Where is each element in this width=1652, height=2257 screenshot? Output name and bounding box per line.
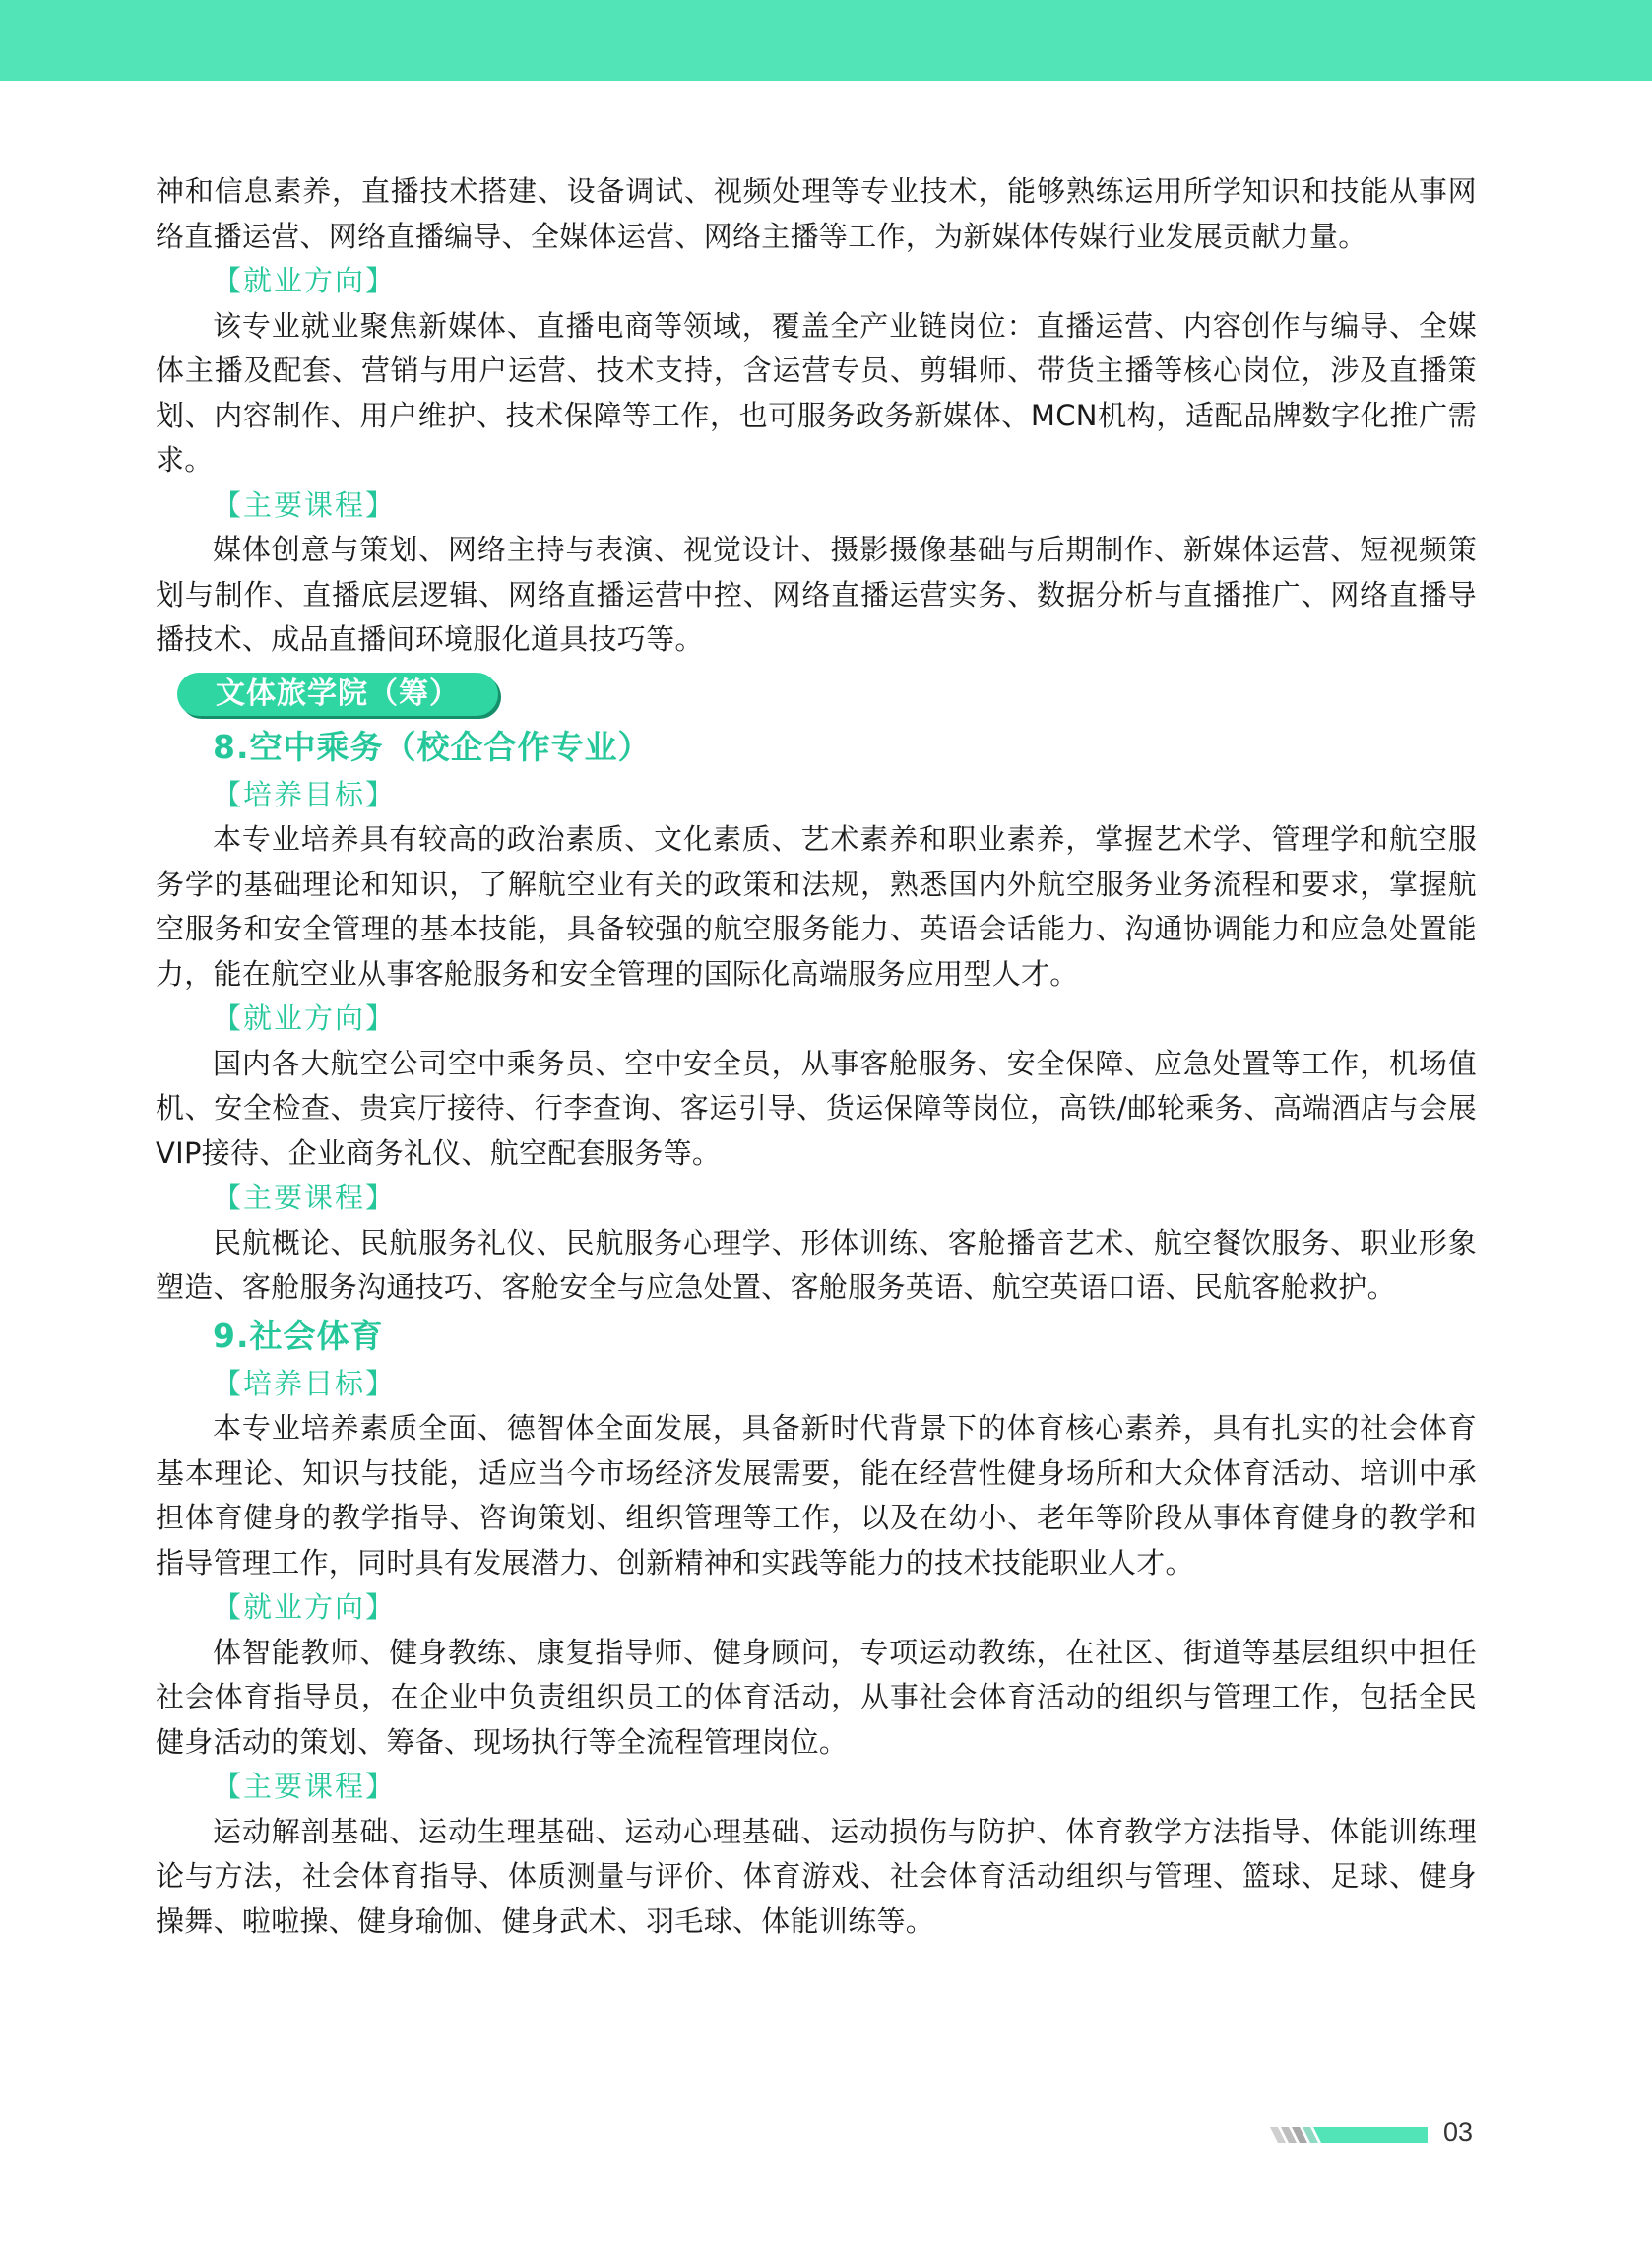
employment-label: 【就业方向】 — [213, 1001, 397, 1035]
footer-stripe-decoration — [1270, 2125, 1428, 2145]
major-9-title: 9.社会体育 — [213, 1316, 384, 1355]
employment-paragraph: 该专业就业聚焦新媒体、直播电商等领域，覆盖全产业链岗位：直播运营、内容创作与编导、全媒体主播及配套、营销与用户运营、技术支持，含运营专员、剪辑师、带货主播等核心岗位，涉及直播策划、内容制作、用户维护、技术保障等工作，也可服务政务新媒体、MCN机构，适配品牌数字化推广需求。 — [156, 308, 1477, 477]
goal-label: 【培养目标】 — [213, 777, 397, 811]
employment-label: 【就业方向】 — [213, 264, 397, 297]
courses-paragraph: 民航概论、民航服务礼仪、民航服务心理学、形体训练、客舱播音艺术、航空餐饮服务、职业形象塑造、客舱服务沟通技巧、客舱安全与应急处置、客舱服务英语、航空英语口语、民航客舱救护。 — [156, 1225, 1477, 1304]
employment-paragraph: 体智能教师、健身教练、康复指导师、健身顾问，专项运动教练，在社区、街道等基层组织中担任社会体育指导员，在企业中负责组织员工的体育活动，从事社会体育活动的组织与管理工作，包括全民健身活动的策划、筹备、现场执行等全流程管理岗位。 — [156, 1635, 1477, 1759]
courses-label: 【主要课程】 — [213, 1770, 397, 1803]
page-number: 03 — [1443, 2117, 1474, 2147]
courses-paragraph: 媒体创意与策划、网络主持与表演、视觉设计、摄影摄像基础与后期制作、新媒体运营、短视频策划与制作、直播底层逻辑、网络直播运营中控、网络直播运营实务、数据分析与直播推广、网络直播导播技术、成品直播间环境服化道具技巧等。 — [156, 533, 1477, 656]
goal-label: 【培养目标】 — [213, 1366, 397, 1400]
employment-label: 【就业方向】 — [213, 1590, 397, 1624]
goal-paragraph: 本专业培养具有较高的政治素质、文化素质、艺术素养和职业素养，掌握艺术学、管理学和航空服务学的基础理论和知识，了解航空业有关的政策和法规，熟悉国内外航空服务业务流程和要求，掌握航空服务和安全管理的基本技能，具备较强的航空服务能力、英语会话能力、沟通协调能力和应急处置能力，能在航空业从事客舱服务和安全管理的国际化高端服务应用型人才。 — [156, 822, 1477, 991]
top-color-band — [0, 0, 1652, 81]
courses-label: 【主要课程】 — [213, 1181, 397, 1214]
college-name-badge: 文体旅学院（筹） — [177, 673, 498, 716]
college-heading — [156, 667, 1477, 722]
goal-paragraph: 本专业培养素质全面、德智体全面发展，具备新时代背景下的体育核心素养，具有扎实的社会体育基本理论、知识与技能，适应当今市场经济发展需要，能在经营性健身场所和大众体育活动、培训中承担体育健身的教学指导、咨询策划、组织管理等工作，以及在幼小、老年等阶段从事体育健身的教学和指导管理工作，同时具有发展潜力、创新精神和实践等能力的技术技能职业人才。 — [156, 1411, 1477, 1580]
intro-continued-paragraph: 神和信息素养，直播技术搭建、设备调试、视频处理等专业技术，能够熟练运用所学知识和技能从事网络直播运营、网络直播编导、全媒体运营、网络主播等工作，为新媒体传媒行业发展贡献力量。 — [156, 174, 1477, 253]
employment-paragraph: 国内各大航空公司空中乘务员、空中安全员，从事客舱服务、安全保障、应急处置等工作，机场值机、安全检查、贵宾厅接待、行李查询、客运引导、货运保障等岗位，高铁/邮轮乘务、高端酒店与会展VIP接待、企业商务礼仪、航空配套服务等。 — [156, 1046, 1477, 1170]
courses-label: 【主要课程】 — [213, 487, 397, 522]
page-content — [156, 169, 1477, 1944]
courses-paragraph: 运动解剖基础、运动生理基础、运动心理基础、运动损伤与防护、体育教学方法指导、体能训练理论与方法，社会体育指导、体质测量与评价、体育游戏、社会体育活动组织与管理、篮球、足球、健身操舞、啦啦操、健身瑜伽、健身武术、羽毛球、体能训练等。 — [156, 1814, 1477, 1938]
major-8-title: 8.空中乘务（校企合作专业） — [213, 727, 652, 766]
